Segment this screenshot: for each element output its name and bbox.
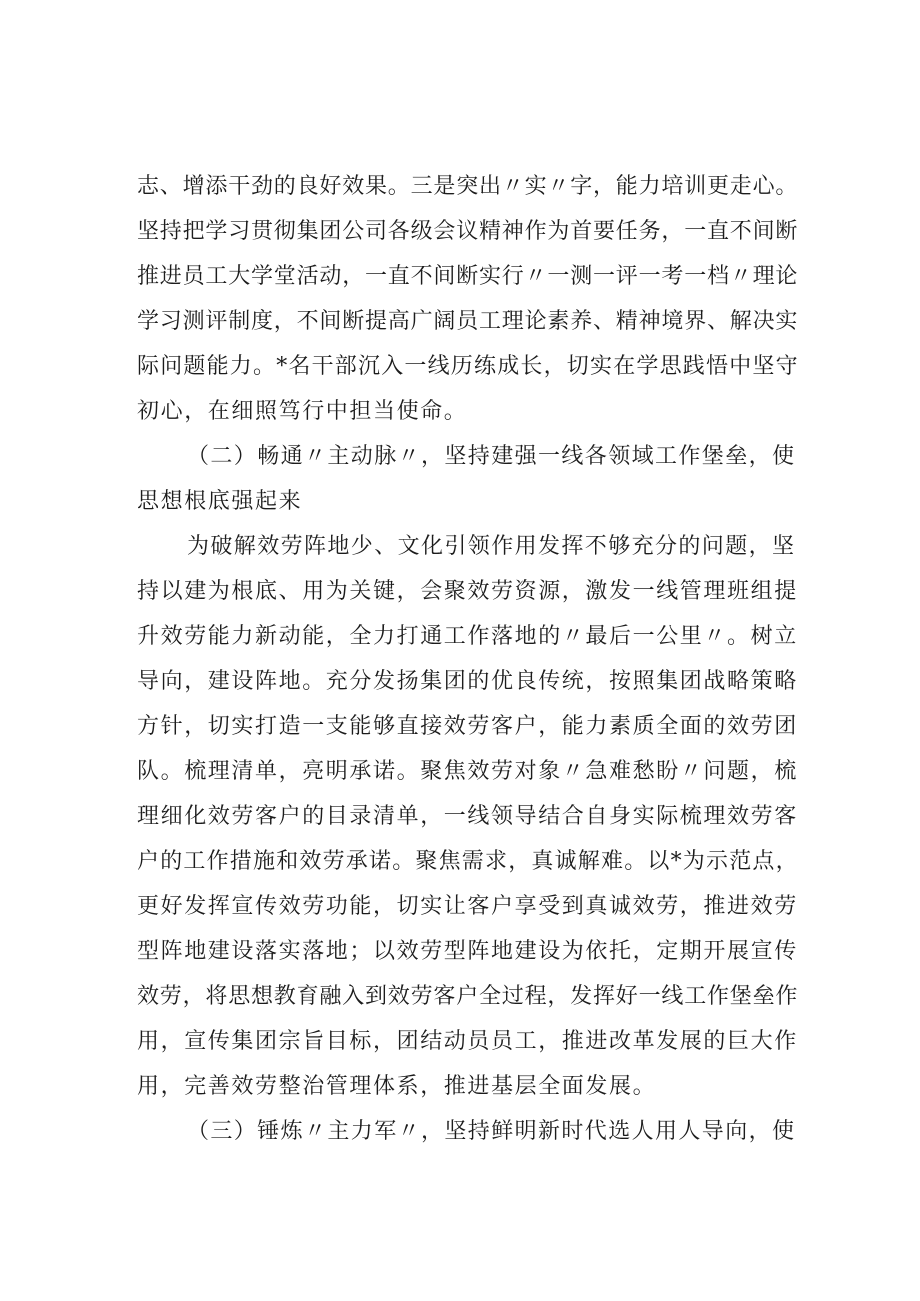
paragraph-2-line-13: 用，完善效劳整治管理体系，推进基层全面发展。 (137, 1074, 657, 1099)
heading-2-line-2: 思想根底强起来 (137, 489, 303, 514)
paragraph-2-line-1: 为破解效劳阵地少、文化引领作用发挥不够充分的问题，坚 (187, 534, 796, 559)
paragraph-2-line-11: 效劳，将思想教育融入到效劳客户全过程，发挥好一线工作堡垒作 (137, 984, 799, 1009)
heading-3-line-1: （三）锤炼〃主力军〃，坚持鲜明新时代选人用人导向，使 (187, 1119, 796, 1144)
paragraph-2-line-7: 理细化效劳客户的目录清单，一线领导结合自身实际梳理效劳客 (137, 804, 798, 829)
paragraph-2-line-5: 方针，切实打造一支能够直接效劳客户，能力素质全面的效劳团 (137, 714, 798, 739)
paragraph-2-line-2: 持以建为根底、用为关键，会聚效劳资源，激发一线管理班组提 (137, 579, 798, 604)
paragraph-2-line-8: 户的工作措施和效劳承诺。聚焦需求，真诚解难。以*为示范点， (137, 849, 799, 874)
paragraph-1-line-3: 推进员工大学堂活动，一直不间断实行〃一测一评一考一档〃理论 (137, 264, 799, 289)
paragraph-2-line-12: 用，宣传集团宗旨目标，团结动员员工，推进改革发展的巨大作 (137, 1029, 798, 1054)
paragraph-1-line-6: 初心，在细照笃行中担当使命。 (137, 399, 468, 424)
paragraph-2-line-6: 队。梳理清单，亮明承诺。聚焦效劳对象〃急难愁盼〃问题，梳 (137, 759, 798, 784)
paragraph-2-line-9: 更好发挥宣传效劳功能，切实让客户享受到真诚效劳，推进效劳 (137, 894, 798, 919)
paragraph-1-line-2: 坚持把学习贯彻集团公司各级会议精神作为首要任务，一直不间断 (137, 219, 799, 244)
paragraph-1-line-1: 志、增添干劲的良好效果。三是突出〃实〃字，能力培训更走心。 (137, 174, 799, 199)
heading-2-line-1: （二）畅通〃主动脉〃，坚持建强一线各领域工作堡垒，使 (187, 444, 796, 469)
paragraph-2-line-4: 导向，建设阵地。充分发扬集团的优良传统，按照集团战略策略 (137, 669, 798, 694)
paragraph-1-line-5: 际问题能力。*名干部沉入一线历练成长，切实在学思践悟中坚守 (137, 354, 799, 379)
paragraph-2-line-3: 升效劳能力新动能，全力打通工作落地的〃最后一公里〃。树立 (137, 624, 798, 649)
paragraph-1-line-4: 学习测评制度，不间断提高广阔员工理论素养、精神境界、解决实 (137, 309, 799, 334)
paragraph-2-line-10: 型阵地建设落实落地；以效劳型阵地建设为依托，定期开展宣传 (137, 939, 798, 964)
